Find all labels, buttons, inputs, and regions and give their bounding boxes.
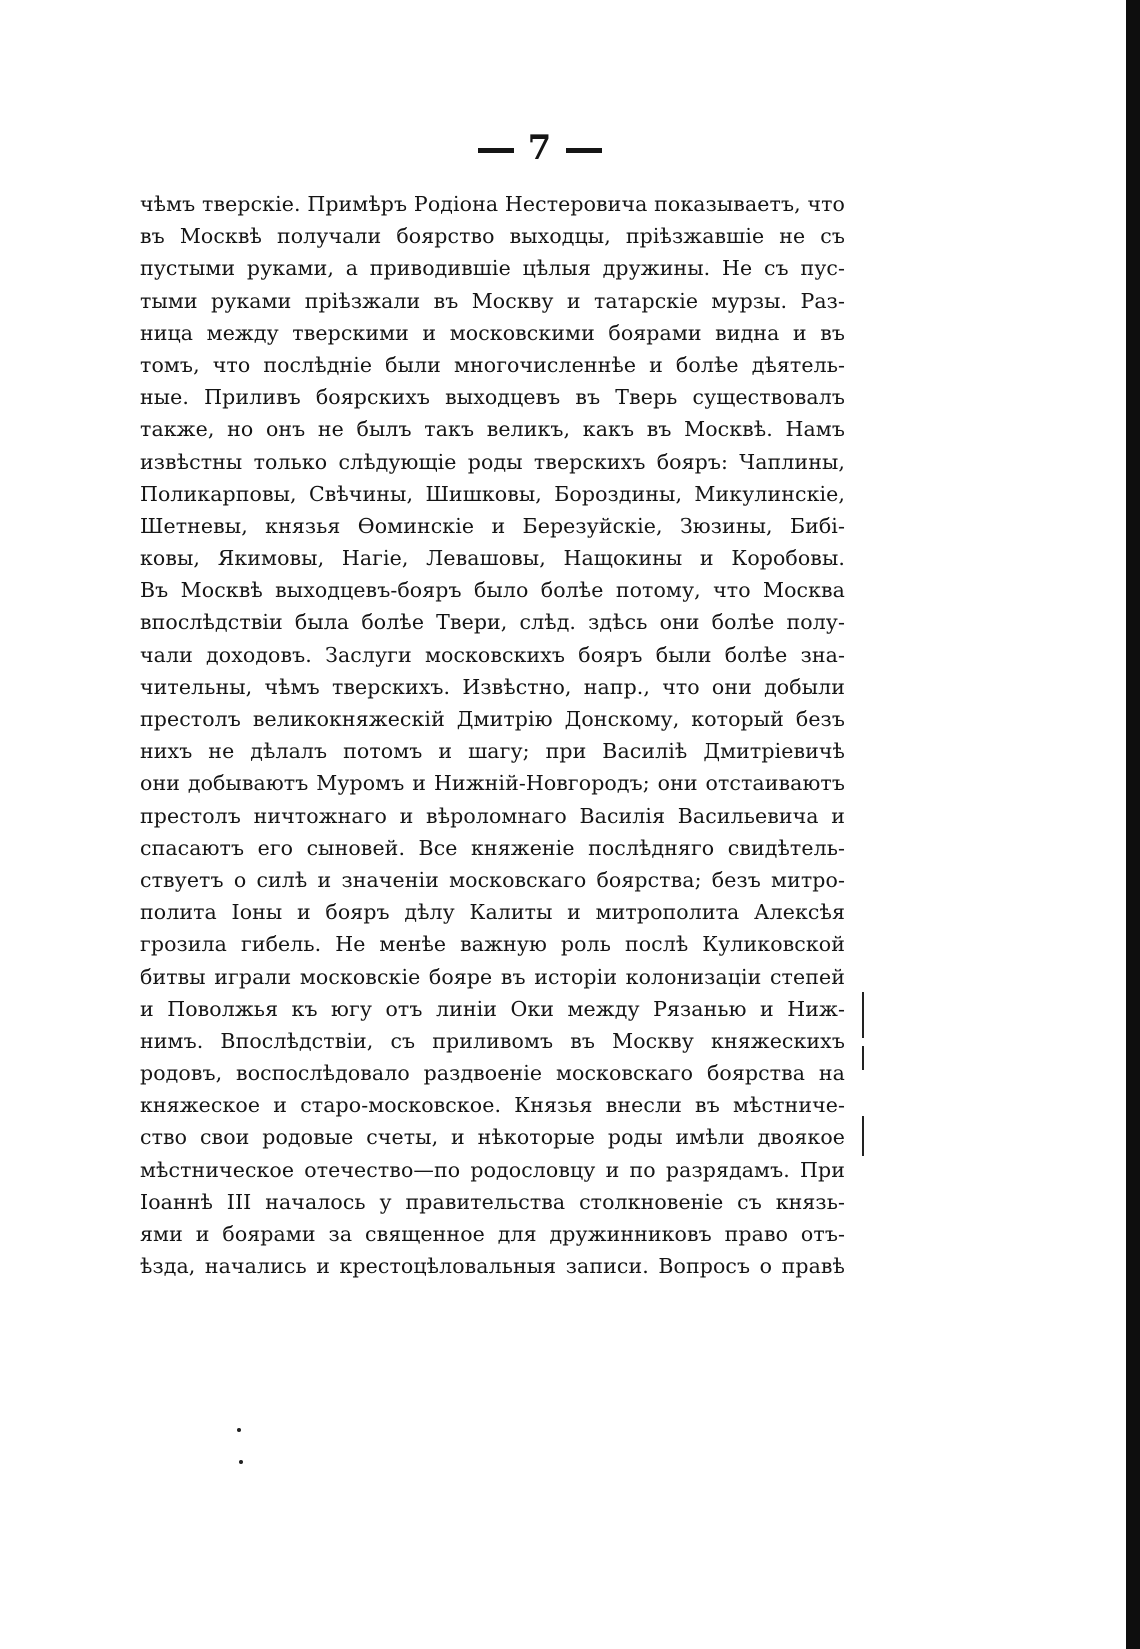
text-line: нимъ. Впослѣдствіи, съ приливомъ въ Москву княжескихъ (140, 1028, 845, 1053)
text-line: княжеское и старо-московское. Князья внесли въ мѣстниче- (140, 1093, 845, 1118)
dash-left (478, 148, 514, 153)
text-line: ство свои родовые счеты, и нѣкоторые роды имѣли двоякое (140, 1125, 845, 1150)
text-line: родовъ, воспослѣдовало раздвоеніе московскаго боярства на (140, 1061, 845, 1086)
text-line: полита Іоны и бояръ дѣлу Калиты и митрополита Алексѣя (140, 900, 845, 925)
text-line: ями и боярами за священное для дружинниковъ право отъ- (140, 1222, 845, 1246)
text-line: мѣстническое отечество—по родословцу и по разрядамъ. При (140, 1157, 845, 1182)
text-line: грозила гибель. Не менѣе важную роль послѣ Куликовской (140, 932, 845, 957)
text-line: нихъ не дѣлалъ потомъ и шагу; при Василіѣ Дмитріевичѣ (140, 739, 845, 764)
text-line: престолъ великокняжескій Дмитрію Донскому, который безъ (140, 707, 845, 731)
text-line: тыми руками пріѣзжали въ Москву и татарскіе мурзы. Раз- (140, 288, 845, 313)
body-text (140, 188, 845, 1282)
text-line: ница между тверскими и московскими боярами видна и въ (140, 320, 845, 345)
text-line: пустыми руками, а приводившіе цѣлыя дружины. Не съ пус- (140, 256, 845, 281)
text-line: Іоаннѣ III началось у правительства столкновеніе съ князь- (140, 1189, 845, 1214)
text-line: томъ, что послѣдніе были многочисленнѣе и болѣе дѣятель- (140, 352, 845, 377)
page-number (0, 128, 1080, 168)
page-number-value: 7 (527, 128, 553, 168)
text-line: и Поволжья къ югу отъ линіи Оки между Рязанью и Ниж- (140, 996, 845, 1021)
text-line: чали доходовъ. Заслуги московскихъ бояръ были болѣе зна- (140, 642, 845, 667)
text-line: чительны, чѣмъ тверскихъ. Извѣстно, напр., что они добыли (140, 674, 845, 699)
text-line: битвы играли московскіе бояре въ исторіи колонизаціи степей (140, 964, 845, 989)
text-line: ѣзда, начались и крестоцѣловальныя записи. Вопросъ о правѣ (140, 1254, 845, 1279)
text-line: впослѣдствіи была болѣе Твери, слѣд. здѣсь они болѣе полу- (140, 610, 845, 635)
text-line: извѣстны только слѣдующіе роды тверскихъ бояръ: Чаплины, (140, 449, 845, 474)
text-line: ные. Приливъ боярскихъ выходцевъ въ Тверь существовалъ (140, 385, 845, 410)
speck (237, 1428, 241, 1432)
margin-mark (862, 1046, 864, 1070)
text-line: престолъ ничтожнаго и вѣроломнаго Василія Васильевича и (140, 803, 845, 828)
text-line: ковы, Якимовы, Нагіе, Левашовы, Нащокины и Коробовы. (140, 546, 845, 571)
dash-right (566, 148, 602, 153)
text-line: Шетневы, князья Ѳоминскіе и Березуйскіе, Зюзины, Бибі- (140, 513, 845, 538)
text-line: также, но онъ не былъ такъ великъ, какъ въ Москвѣ. Намъ (140, 417, 845, 442)
scan-edge (1126, 0, 1140, 1649)
text-line: спасаютъ его сыновей. Все княженіе послѣдняго свидѣтель- (140, 835, 845, 860)
text-line: они добываютъ Муромъ и Нижній-Новгородъ; они отстаиваютъ (140, 771, 845, 796)
text-line: въ Москвѣ получали боярство выходцы, пріѣзжавшіе не съ (140, 224, 845, 249)
text-line: ствуетъ о силѣ и значеніи московскаго боярства; безъ митро- (140, 867, 845, 892)
text-line: Поликарповы, Свѣчины, Шишковы, Бороздины, Микулинскіе, (140, 481, 845, 506)
text-line: Въ Москвѣ выходцевъ-бояръ было болѣе потому, что Москва (140, 578, 845, 603)
margin-mark (862, 1116, 864, 1156)
text-line: чѣмъ тверскіе. Примѣръ Родіона Нестеровича показываетъ, что (140, 192, 845, 216)
speck (239, 1460, 243, 1464)
margin-mark (862, 992, 864, 1038)
